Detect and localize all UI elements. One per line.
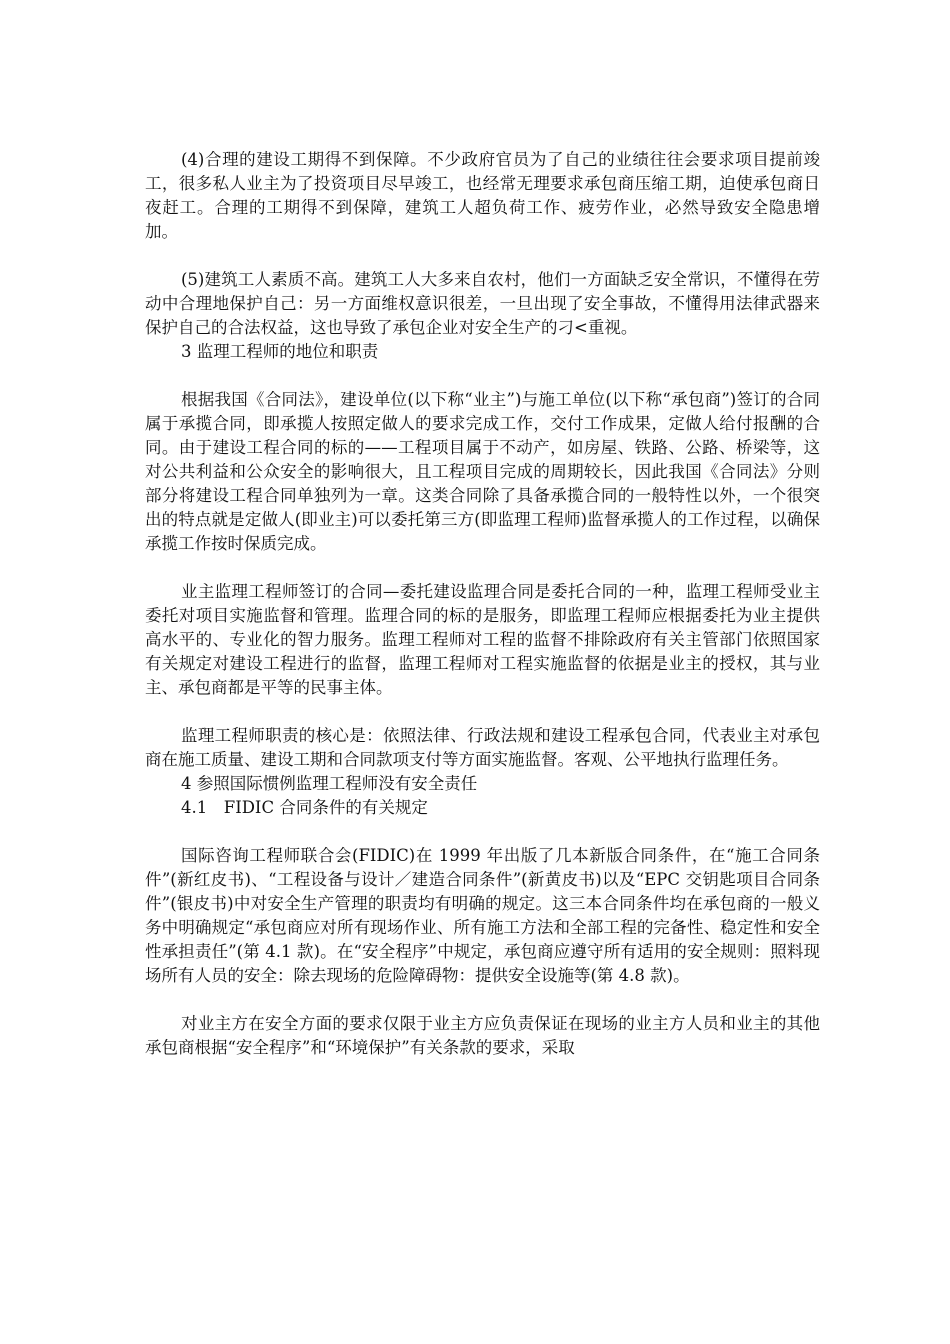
paragraph-worker-quality: (5)建筑工人素质不高。建筑工人大多来自农村，他们一方面缺乏安全常识，不懂得在劳动中合理地保护自己：另一方面维权意识很差，一旦出现了安全事故，不懂得用法律武器来保护自己的合法权益，这也导致了承包企业对安全生产的刁<重视。 bbox=[145, 270, 820, 337]
section-heading-3: 3 监理工程师的地位和职责 bbox=[181, 342, 379, 361]
paragraph-gap bbox=[145, 820, 820, 844]
paragraph-engineer-duties: 监理工程师职责的核心是：依照法律、行政法规和建设工程承包合同，代表业主对承包商在施工质量、建设工期和合同款项支付等方面实施监督。客观、公平地执行监理任务。 bbox=[145, 726, 820, 769]
paragraph-gap bbox=[145, 364, 820, 388]
document-page bbox=[145, 148, 820, 1060]
paragraph-supervision-contract: 业主监理工程师签订的合同—委托建设监理合同是委托合同的一种，监理工程师受业主委托对项目实施监督和管理。监理合同的标的是服务，即监理工程师应根据委托为业主提供高水平的、专业化的智力服务。监理工程师对工程的监督不排除政府有关主管部门依照国家有关规定对建设工程进行的监督，监理工程师对工程实施监督的依据是业主的授权，其与业主、承包商都是平等的民事主体。 bbox=[145, 582, 820, 697]
paragraph-gap bbox=[145, 556, 820, 580]
paragraph-employer-safety: 对业主方在安全方面的要求仅限于业主方应负责保证在现场的业主方人员和业主的其他承包商根据“安全程序”和“环境保护”有关条款的要求，采取 bbox=[145, 1014, 820, 1057]
paragraph-fidic: 国际咨询工程师联合会(FIDIC)在 1999 年出版了几本新版合同条件，在“施工合同条件”(新红皮书)、“工程设备与设计／建造合同条件”(新黄皮书)以及“EPC 交钥匙项目合同条件”(银皮书)中对安全生产管理的职责均有明确的规定。这三本合同条件均在承包商的一般义务中明确规定“承包商应对所有现场作业、所有施工方法和全部工程的完备性、稳定性和安全性承担责任”(第 4.1 款)。在“安全程序”中规定，承包商应遵守所有适用的安全规则：照料现场所有人员的安全：除去现场的危险障碍物：提供安全设施等(第 4.8 款)。 bbox=[145, 846, 820, 985]
section-heading-4: 4 参照国际惯例监理工程师没有安全责任 bbox=[181, 774, 478, 793]
paragraph-gap bbox=[145, 988, 820, 1012]
paragraph-construction-period: (4)合理的建设工期得不到保障。不少政府官员为了自己的业绩往往会要求项目提前竣工，很多私人业主为了投资项目尽早竣工，也经常无理要求承包商压缩工期，迫使承包商日夜赶工。合理的工期得不到保障，建筑工人超负荷工作、疲劳作业，必然导致安全隐患增加。 bbox=[145, 150, 820, 241]
paragraph-gap bbox=[145, 244, 820, 268]
paragraph-contract-law: 根据我国《合同法》，建设单位(以下称“业主”)与施工单位(以下称“承包商”)签订的合同属于承揽合同，即承揽人按照定做人的要求完成工作，交付工作成果，定做人给付报酬的合同。由于建设工程合同的标的——工程项目属于不动产，如房屋、铁路、公路、桥梁等，这对公共利益和公众安全的影响很大，且工程项目完成的周期较长，因此我国《合同法》分则部分将建设工程合同单独列为一章。这类合同除了具备承揽合同的一般特性以外，一个很突出的特点就是定做人(即业主)可以委托第三方(即监理工程师)监督承揽人的工作过程，以确保承揽工作按时保质完成。 bbox=[145, 390, 820, 553]
subsection-heading-4-1: 4.1 FIDIC 合同条件的有关规定 bbox=[181, 798, 428, 817]
paragraph-gap bbox=[145, 700, 820, 724]
